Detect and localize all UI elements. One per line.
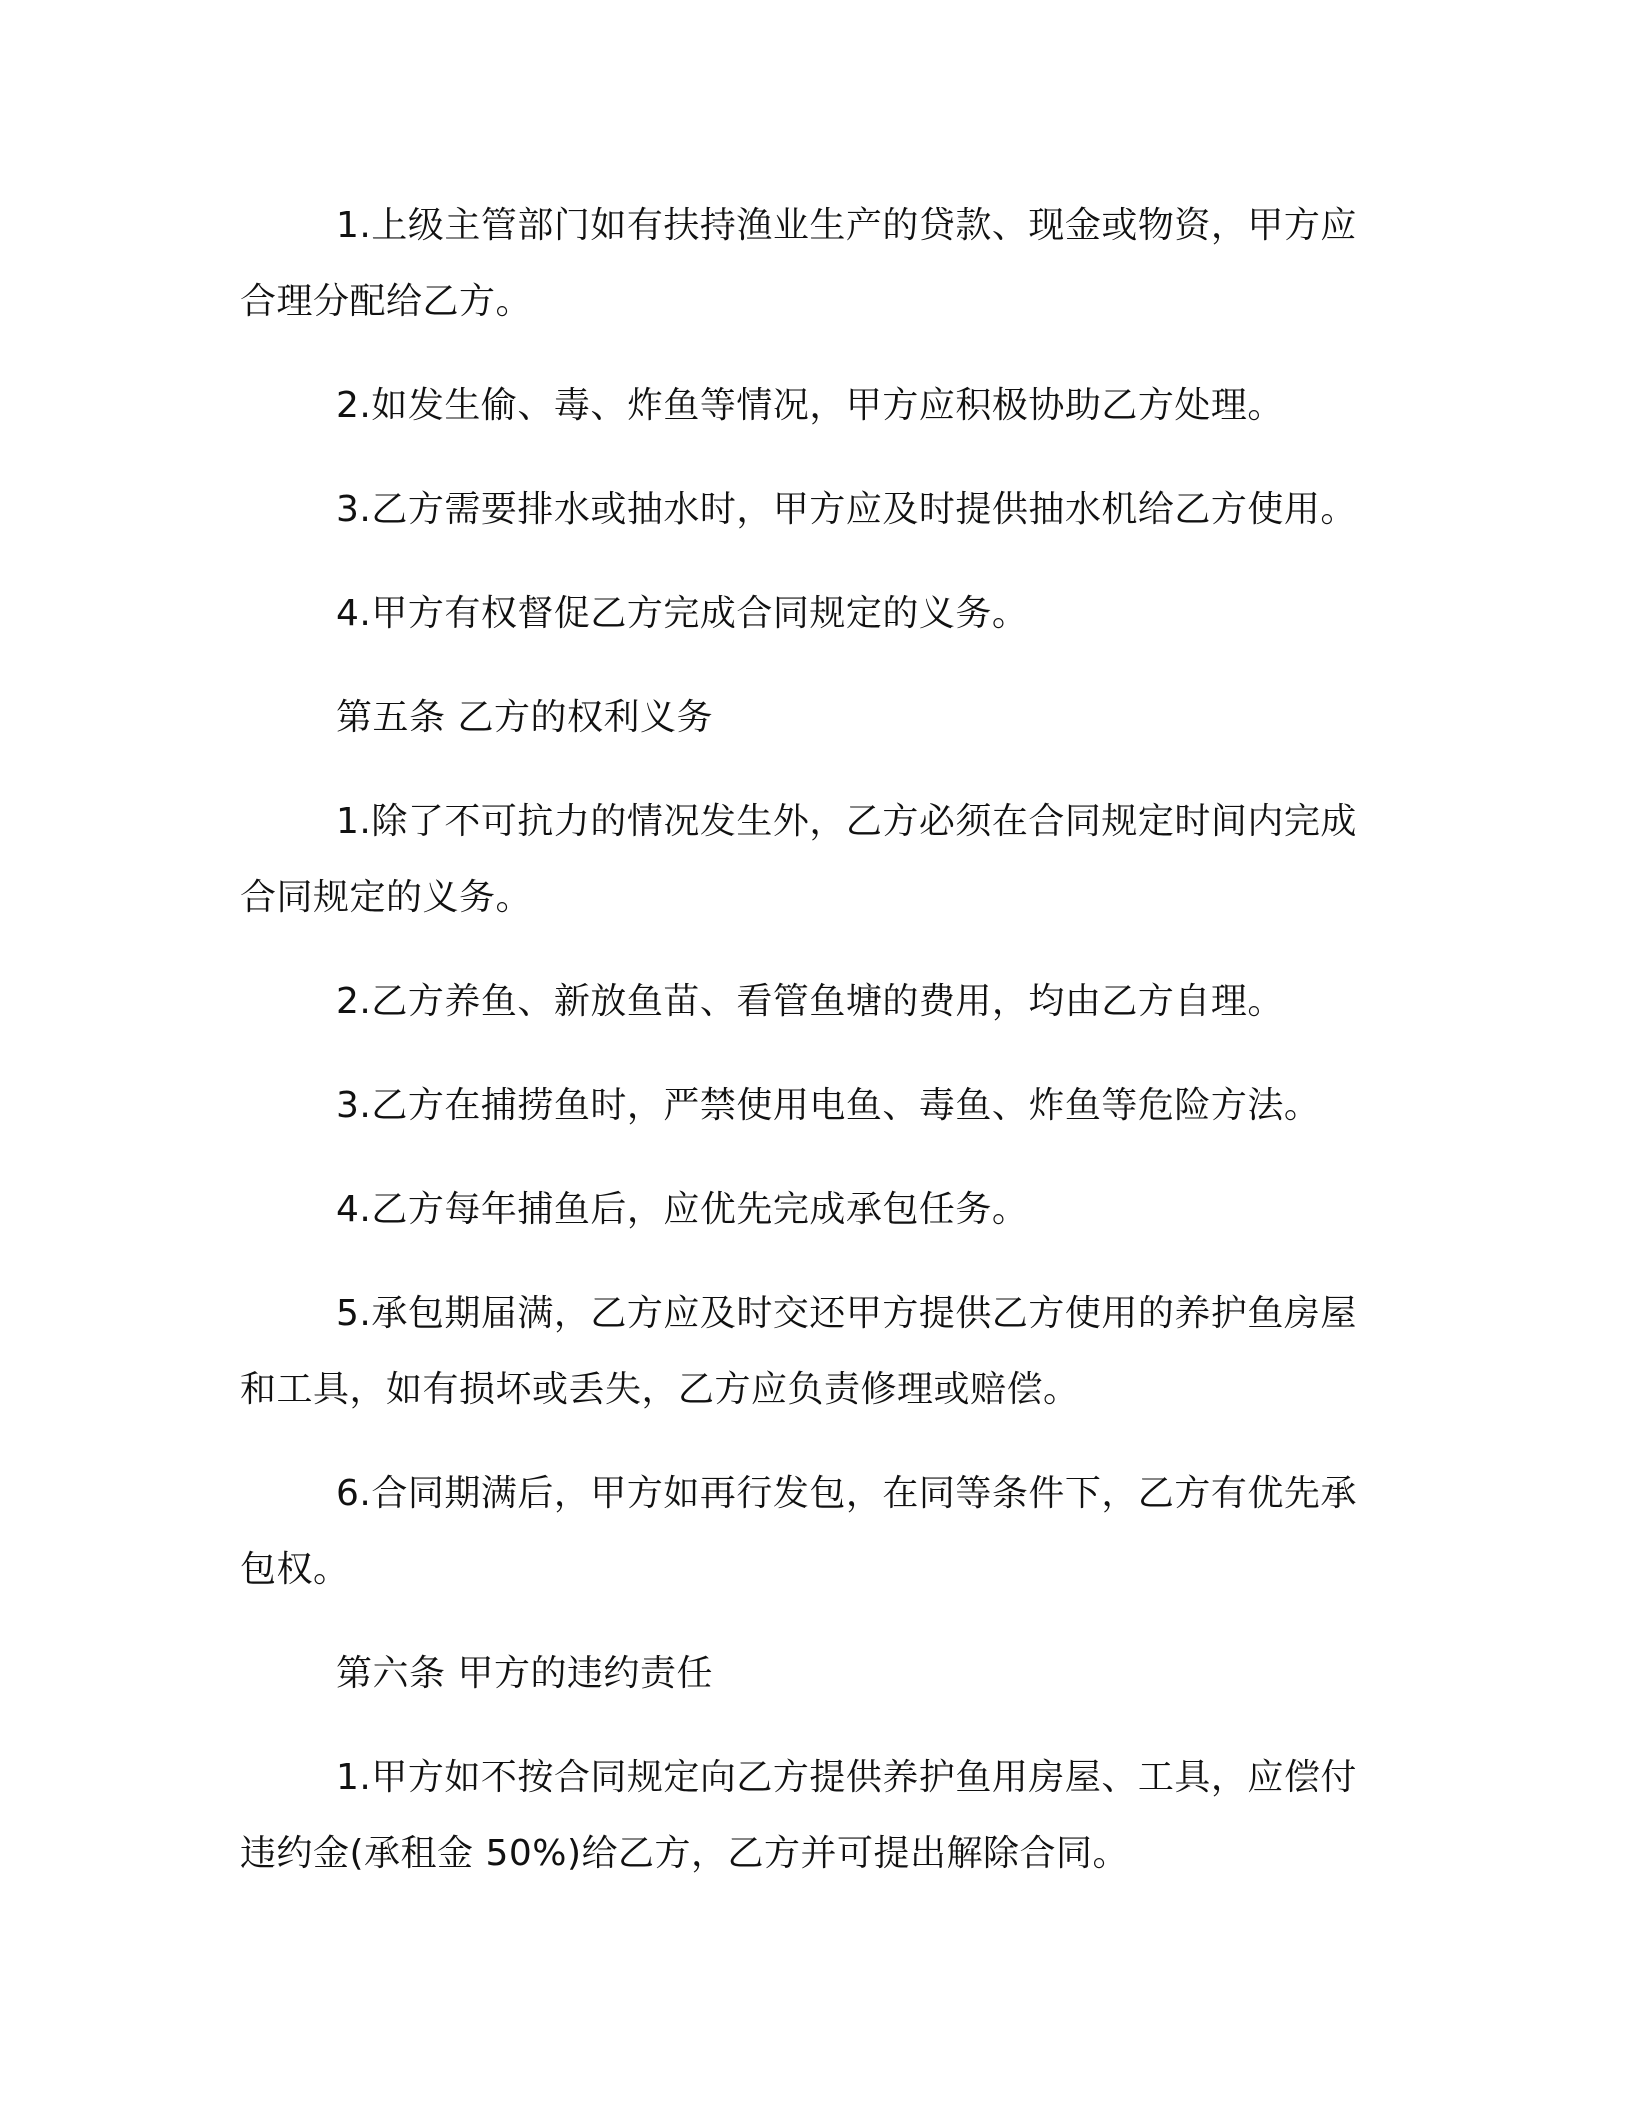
paragraph: 4.乙方每年捕鱼后，应优先完成承包任务。 [336, 1189, 1029, 1230]
paragraph: 1.上级主管部门如有扶持渔业生产的贷款、现金或物资，甲方应合理分配给乙方。 [240, 205, 1357, 322]
section-heading: 第五条 乙方的权利义务 [336, 697, 713, 738]
paragraph: 1.甲方如不按合同规定向乙方提供养护鱼用房屋、工具，应偿付违约金(承租金 50%)给乙方，乙方并可提出解除合同。 [240, 1757, 1357, 1874]
section-heading: 第六条 甲方的违约责任 [336, 1653, 713, 1694]
paragraph: 2.如发生偷、毒、炸鱼等情况，甲方应积极协助乙方处理。 [336, 385, 1284, 426]
paragraph: 3.乙方在捕捞鱼时，严禁使用电鱼、毒鱼、炸鱼等危险方法。 [336, 1085, 1321, 1126]
paragraph: 4.甲方有权督促乙方完成合同规定的义务。 [336, 593, 1029, 634]
paragraph: 6.合同期满后，甲方如再行发包，在同等条件下，乙方有优先承包权。 [240, 1473, 1357, 1590]
paragraph: 2.乙方养鱼、新放鱼苗、看管鱼塘的费用，均由乙方自理。 [336, 981, 1284, 1022]
paragraph: 5.承包期届满，乙方应及时交还甲方提供乙方使用的养护鱼房屋和工具，如有损坏或丢失，乙方应负责修理或赔偿。 [240, 1293, 1357, 1410]
document-body [240, 188, 1378, 1892]
paragraph: 3.乙方需要排水或抽水时，甲方应及时提供抽水机给乙方使用。 [336, 489, 1357, 530]
paragraph: 1.除了不可抗力的情况发生外，乙方必须在合同规定时间内完成合同规定的义务。 [240, 801, 1357, 918]
